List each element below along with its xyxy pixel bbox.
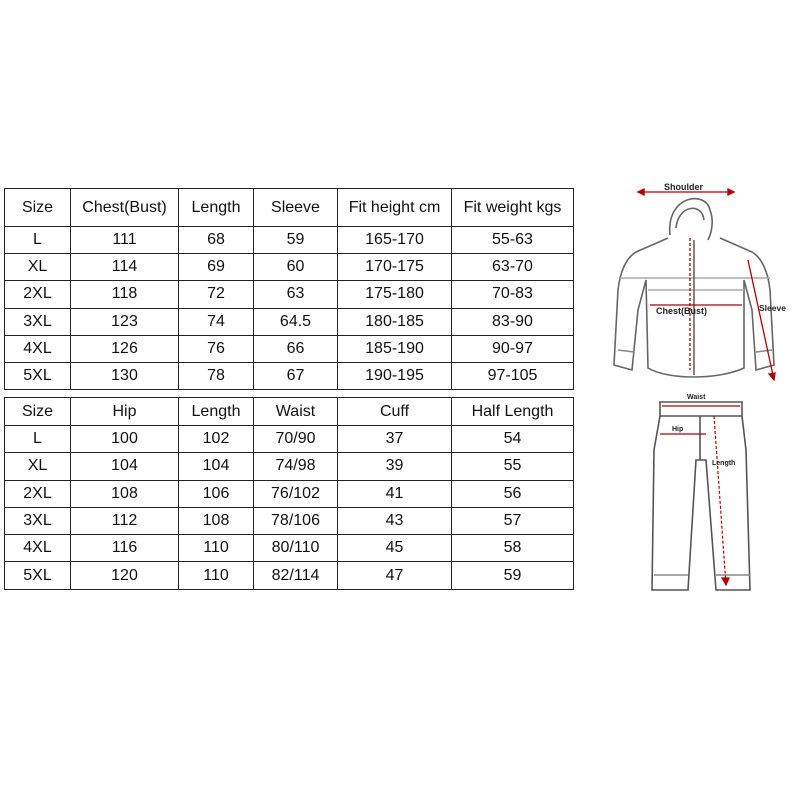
table-cell: 47 [338, 562, 452, 589]
column-header: Length [179, 189, 254, 227]
sleeve-arrow [769, 373, 775, 380]
size-cell: 2XL [5, 480, 71, 507]
jacket-table-row [5, 227, 574, 254]
size-cell: 3XL [5, 308, 71, 335]
size-cell: 3XL [5, 507, 71, 534]
size-cell: 5XL [5, 362, 71, 389]
table-cell: 108 [71, 480, 179, 507]
column-header: Sleeve [254, 189, 338, 227]
chest-label: Chest(Bust) [656, 306, 707, 316]
jacket-table-row [5, 254, 574, 281]
table-cell: 78 [179, 362, 254, 389]
column-header: Waist [254, 398, 338, 426]
table-cell: 116 [71, 535, 179, 562]
pants-length-label: Length [712, 460, 736, 467]
shoulder-label: Shoulder [664, 182, 704, 192]
table-cell: 90-97 [452, 335, 574, 362]
table-cell: 54 [452, 426, 574, 453]
shoulder-arrow-right [728, 189, 734, 195]
column-header: Length [179, 398, 254, 426]
pants-sketch [630, 390, 760, 595]
waist-label: Waist [687, 394, 706, 401]
table-cell: 100 [71, 426, 179, 453]
table-cell: 59 [452, 562, 574, 589]
table-cell: 64.5 [254, 308, 338, 335]
table-cell: 80/110 [254, 535, 338, 562]
table-cell: 97-105 [452, 362, 574, 389]
table-cell: 110 [179, 562, 254, 589]
table-cell: 45 [338, 535, 452, 562]
table-cell: 83-90 [452, 308, 574, 335]
table-cell: 55-63 [452, 227, 574, 254]
size-cell: XL [5, 254, 71, 281]
pants-table-row [5, 453, 574, 480]
pants-table-header-row [5, 398, 574, 426]
table-cell: 69 [179, 254, 254, 281]
jacket-cuffs [618, 350, 772, 352]
size-cell: 2XL [5, 281, 71, 308]
table-cell: 67 [254, 362, 338, 389]
size-cell: L [5, 227, 71, 254]
table-cell: 58 [452, 535, 574, 562]
table-cell: 78/106 [254, 507, 338, 534]
table-cell: 130 [71, 362, 179, 389]
column-header: Size [5, 189, 71, 227]
table-cell: 72 [179, 281, 254, 308]
table-cell: 120 [71, 562, 179, 589]
table-cell: 70/90 [254, 426, 338, 453]
table-cell: 112 [71, 507, 179, 534]
jacket-sketch [598, 180, 798, 390]
table-cell: 110 [179, 535, 254, 562]
length-measure-line-pants [714, 416, 726, 585]
table-cell: 104 [71, 453, 179, 480]
pants-size-table [4, 397, 574, 590]
table-cell: 123 [71, 308, 179, 335]
table-cell: 59 [254, 227, 338, 254]
table-cell: 63-70 [452, 254, 574, 281]
jacket-hood-outline [670, 199, 712, 240]
jacket-hood-inner [676, 208, 704, 228]
pants-table-row [5, 535, 574, 562]
table-cell: 43 [338, 507, 452, 534]
column-header: Fit height cm [338, 189, 452, 227]
table-cell: 114 [71, 254, 179, 281]
size-cell: 4XL [5, 535, 71, 562]
table-cell: 106 [179, 480, 254, 507]
table-cell: 74/98 [254, 453, 338, 480]
table-cell: 63 [254, 281, 338, 308]
table-cell: 165-170 [338, 227, 452, 254]
table-cell: 190-195 [338, 362, 452, 389]
table-cell: 56 [452, 480, 574, 507]
jacket-table-row [5, 308, 574, 335]
jacket-size-table [4, 188, 574, 390]
column-header: Fit weight kgs [452, 189, 574, 227]
jacket-table-row [5, 281, 574, 308]
table-cell: 60 [254, 254, 338, 281]
hip-label: Hip [672, 426, 684, 433]
table-cell: 57 [452, 507, 574, 534]
pants-table-row [5, 562, 574, 589]
jacket-table-row [5, 335, 574, 362]
table-cell: 74 [179, 308, 254, 335]
table-cell: 170-175 [338, 254, 452, 281]
table-cell: 180-185 [338, 308, 452, 335]
column-header: Cuff [338, 398, 452, 426]
table-cell: 37 [338, 426, 452, 453]
table-cell: 126 [71, 335, 179, 362]
column-header: Half Length [452, 398, 574, 426]
table-cell: 55 [452, 453, 574, 480]
sleeve-label: Sleeve [759, 303, 786, 313]
table-cell: 108 [179, 507, 254, 534]
table-cell: 185-190 [338, 335, 452, 362]
pants-table-row [5, 480, 574, 507]
table-cell: 70-83 [452, 281, 574, 308]
table-cell: 104 [179, 453, 254, 480]
table-cell: 66 [254, 335, 338, 362]
pants-measurement-diagram [630, 390, 760, 595]
table-cell: 76/102 [254, 480, 338, 507]
table-cell: 76 [179, 335, 254, 362]
size-cell: XL [5, 453, 71, 480]
column-header: Hip [71, 398, 179, 426]
size-cell: 5XL [5, 562, 71, 589]
column-header: Chest(Bust) [71, 189, 179, 227]
pants-waistband [660, 402, 742, 416]
pants-table-row [5, 507, 574, 534]
pants-outline [652, 416, 750, 590]
jacket-measurement-diagram [598, 180, 798, 390]
table-cell: 175-180 [338, 281, 452, 308]
table-cell: 102 [179, 426, 254, 453]
size-cell: 4XL [5, 335, 71, 362]
jacket-table-row [5, 362, 574, 389]
table-cell: 68 [179, 227, 254, 254]
pants-length-arrow [722, 578, 729, 585]
column-header: Size [5, 398, 71, 426]
table-cell: 118 [71, 281, 179, 308]
shoulder-arrow-left [638, 189, 644, 195]
jacket-table-header-row [5, 189, 574, 227]
table-cell: 111 [71, 227, 179, 254]
table-cell: 41 [338, 480, 452, 507]
table-cell: 82/114 [254, 562, 338, 589]
table-cell: 39 [338, 453, 452, 480]
size-cell: L [5, 426, 71, 453]
pants-table-row [5, 426, 574, 453]
